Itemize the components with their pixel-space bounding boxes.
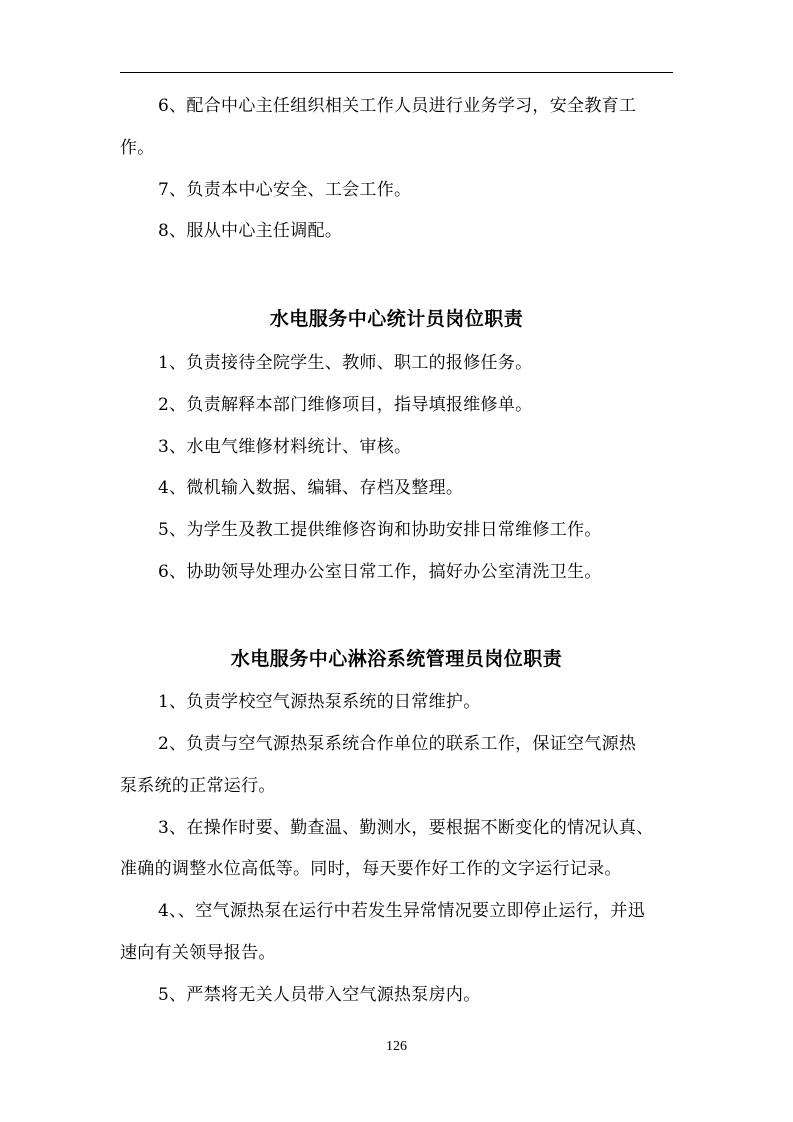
shower-item-2-line2: 泵系统的正常运行。 [120,776,276,796]
statistician-item-3: 3、水电气维修材料统计、审核。 [158,437,412,457]
statistician-item-2: 2、负责解释本部门维修项目，指导填报维修单。 [158,395,533,415]
shower-item-3-line2: 准确的调整水位高低等。同时，每天要作好工作的文字运行记录。 [120,859,622,879]
section-title-statistician: 水电服务中心统计员岗位职责 [269,308,524,330]
continued-item-8: 8、服从中心主任调配。 [158,221,343,241]
page-number: 126 [386,1039,407,1054]
shower-item-3-line1: 3、在操作时要、勤查温、勤测水，要根据不断变化的情况认真、 [158,818,654,838]
shower-item-4-line1: 4、、空气源热泵在运行中若发生异常情况要立即停止运行，并迅 [158,901,646,921]
shower-item-2-line1: 2、负责与空气源热泵系统合作单位的联系工作，保证空气源热 [158,734,637,754]
statistician-item-5: 5、为学生及教工提供维修咨询和协助安排日常维修工作。 [158,520,602,540]
statistician-item-4: 4、微机输入数据、编辑、存档及整理。 [158,478,464,498]
statistician-item-6: 6、协助领导处理办公室日常工作，搞好办公室清洗卫生。 [158,562,602,582]
shower-item-1: 1、负责学校空气源热泵系统的日常维护。 [158,692,481,712]
continued-item-6-line2: 作。 [120,138,155,158]
section-title-shower: 水电服务中心淋浴系统管理员岗位职责 [230,648,563,670]
continued-item-7: 7、负责本中心安全、工会工作。 [158,180,412,200]
continued-item-6-line1: 6、配合中心主任组织相关工作人员进行业务学习，安全教育工 [158,96,637,116]
statistician-item-1: 1、负责接待全院学生、教师、职工的报修任务。 [158,353,533,373]
header-rule [120,72,673,73]
shower-item-5: 5、严禁将无关人员带入空气源热泵房内。 [158,985,481,1005]
shower-item-4-line2: 速向有关领导报告。 [120,943,276,963]
